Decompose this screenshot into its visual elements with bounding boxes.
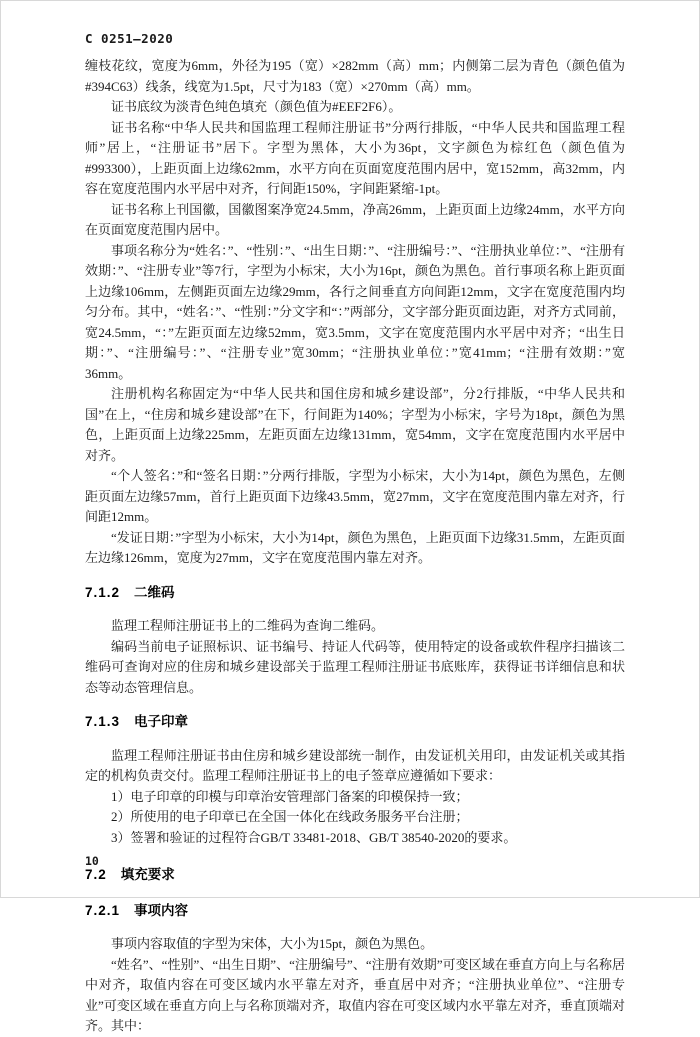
paragraph-certificate-title: 证书名称“中华人民共和国监理工程师注册证书”分两行排版，“中华人民共和国监理工程师”居上，“注册证书”居下。字型为黑体，大小为36pt，文字颜色为棕红色（颜色值为#993300），上距页面上边缘62mm，水平方向在页面宽度范围内居中，宽152mm，高32mm，内容在宽度范围内水平居中对齐，行间距150%，字间距紧缩-1pt。 [85,119,625,196]
paragraph-personal-signature: “个人签名：”和“签名日期：”分两行排版，字型为小标宋，大小为14pt，颜色为黑色，左侧距页面左边缘57mm，首行上距页面下边缘43.5mm，宽27mm，文字在宽度范围内靠左对齐，行间距12mm。 [85,468,625,524]
paragraph-qrcode-intro: 监理工程师注册证书上的二维码为查询二维码。 [111,618,385,633]
paragraph-national-emblem: 证书名称上刊国徽，国徽图案净宽24.5mm，净高26mm，上距页面上边缘24mm，水平方向在页面宽度范围内居中。 [85,201,625,237]
page-number: 10 [85,854,99,868]
heading-title: 事项内容 [134,902,189,918]
heading-7-2-1 [85,901,625,922]
body-text [85,56,625,1037]
list-item-eseal-2: 2）所使用的电子印章已在全国一体化在线政务服务平台注册； [111,809,469,824]
heading-title: 填充要求 [120,867,175,882]
heading-7-1-3 [85,712,625,733]
page-content [85,31,625,1037]
paragraph-content-alignment: “姓名”、“性别”、“出生日期”、“注册编号”、“注册有效期”可变区域在垂直方向上与名称居中对齐，取值内容在可变区域内水平靠左对齐，垂直居中对齐；“注册执业单位”、“注册专业”可变区域在垂直方向上与名称顶端对齐，取值内容在可变区域内水平靠左对齐，垂直顶端对齐。其中： [85,956,625,1033]
paragraph-registration-authority: 注册机构名称固定为“中华人民共和国住房和城乡建设部”，分2行排版，“中华人民共和国”在上，“住房和城乡建设部”在下，行间距为140%；字型为小标宋，字号为18pt，颜色为黑色，上距页面上边缘225mm，左距页面左边缘131mm，宽54mm，文字在宽度范围内水平居中对齐。 [85,386,625,463]
list-item-eseal-3: 3）签署和验证的过程符合GB/T 33481-2018、GB/T 38540-2020的要求。 [111,829,517,845]
paragraph-qrcode-detail: 编码当前电子证照标识、证书编号、持证人代码等，使用特定的设备或软件程序扫描该二维码可查询对应的住房和城乡建设部关于监理工程师注册证书底账库，获得证书详细信息和状态等动态管理信息。 [85,638,625,695]
heading-title: 电子印章 [134,714,189,729]
document-code: C 0251—2020 [85,31,174,46]
paragraph-content-font: 事项内容取值的字型为宋体，大小为15pt，颜色为黑色。 [111,936,434,951]
heading-7-1-2 [85,583,625,604]
heading-number: 7.2 [85,867,107,882]
heading-number: 7.1.2 [85,584,121,600]
heading-7-2 [85,865,625,886]
paragraph-item-names: 事项名称分为“姓名：”、“性别：”、“出生日期：”、“注册编号：”、“注册执业单位：”、“注册有效期：”、“注册专业”等7行，字型为小标宋，大小为16pt，颜色为黑色。首行事项名称上距页面上边缘106mm，左侧距页面左边缘29mm，各行之间垂直方向间距12mm，文字在宽度范围内均匀分布。其中，“姓名：”、“性别：”分文字和“：”两部分，文字部分距页面边距，对齐方式同前，宽24.5mm，“：”左距页面左边缘52mm，宽3.5mm，文字在宽度范围内水平居中对齐；“出生日期：”、“注册编号：”、“注册专业”宽30mm；“注册执业单位：”宽41mm；“注册有效期：”宽36mm。 [85,242,625,381]
list-item-eseal-1: 1）电子印章的印模与印章治安管理部门备案的印模保持一致； [111,788,469,804]
heading-number: 7.2.1 [85,902,121,918]
heading-number: 7.1.3 [85,714,121,729]
heading-title: 二维码 [134,584,175,600]
paragraph-background-fill: 证书底纹为淡青色纯色填充（颜色值为#EEF2F6）。 [111,99,402,114]
paragraph-issue-date: “发证日期：”字型为小标宋，大小为14pt，颜色为黑色，上距页面下边缘31.5mm，左距页面左边缘126mm，宽度为27mm，文字在宽度范围内靠左对齐。 [85,529,625,565]
paragraph-eseal-intro: 监理工程师注册证书由住房和城乡建设部统一制作，由发证机关用印，由发证机关或其指定的机构负责交付。监理工程师注册证书上的电子签章应遵循如下要求： [85,747,625,783]
paragraph-border-pattern: 缠枝花纹，宽度为6mm，外径为195（宽）×282mm（高）mm；内侧第二层为青色（颜色值为#394C63）线条，线宽为1.5pt，尺寸为183（宽）×270mm（高）mm。 [85,58,625,94]
